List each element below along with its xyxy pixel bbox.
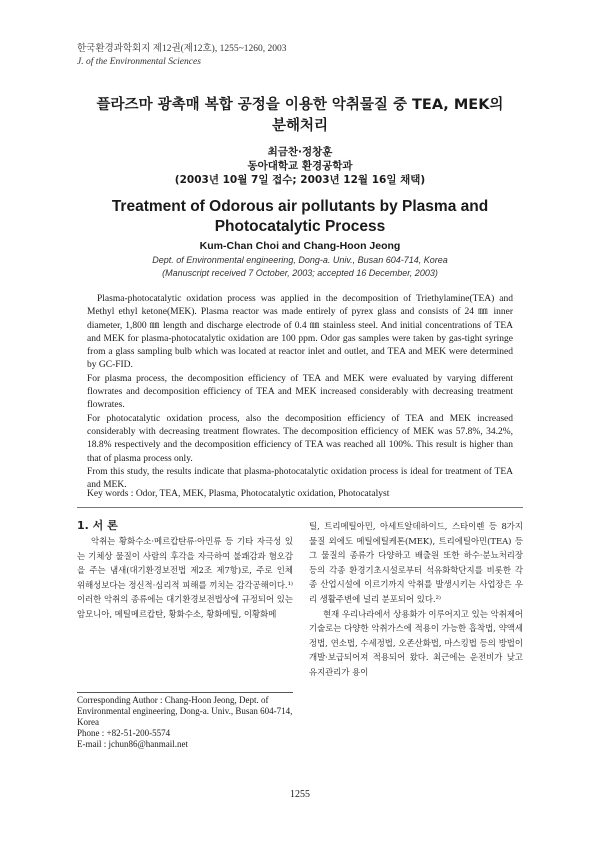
korean-title bbox=[60, 95, 540, 137]
body-column-left bbox=[77, 519, 293, 622]
body-column-right bbox=[309, 519, 523, 680]
section-heading: 1. 서 론 bbox=[77, 519, 118, 532]
korean-title-line1: 플라즈마 광촉매 복합 공정을 이용한 악취물질 중 TEA, MEK의 bbox=[96, 97, 504, 113]
abstract bbox=[87, 293, 513, 492]
korean-dates: (2003년 10월 7일 접수; 2003년 12월 16일 채택) bbox=[174, 174, 426, 186]
korean-author-block bbox=[60, 145, 540, 187]
email: E-mail : jchun86@hanmail.net bbox=[77, 739, 189, 749]
english-title-line1: Treatment of Odorous air pollutants by Plasma and bbox=[111, 198, 489, 215]
section-divider bbox=[77, 507, 523, 508]
english-title-line2: Photocatalytic Process bbox=[214, 218, 386, 235]
manuscript-dates: (Manuscript received 7 October, 2003; accepted 16 December, 2003) bbox=[162, 268, 438, 278]
corresponding-author: Corresponding Author : Chang-Hoon Jeong, Dept. of Environmental engineering, Dong-a. Univ., Busan 604-714, Korea bbox=[77, 695, 293, 727]
abstract-paragraph-3: For photocatalytic oxidation process, also the decomposition efficiency of TEA and MEK increased considerably with decreasing treatment flowrates. The decomposition efficiency of MEK was 57.8%, 34.2%, 18.8% respectively and the decomposition efficiency of TEA was reached all 100%. This result is higher than that of plasma process only. bbox=[87, 413, 513, 464]
korean-authors: 최금찬·정창훈 bbox=[267, 146, 333, 158]
abstract-paragraph-2: For plasma process, the decomposition efficiency of TEA and MEK were evaluated by varying different flowrates and decomposition efficiency of TEA and MEK increased considerably with decreasing treatment flowrates. bbox=[87, 373, 513, 411]
english-affiliation: Dept. of Environmental engineering, Dong-a. Univ., Busan 604-714, Korea bbox=[152, 255, 448, 265]
abstract-paragraph-4: From this study, the results indicate that plasma-photocatalytic oxidation process is ideal for treatment of TEA and MEK. bbox=[87, 466, 513, 491]
footnote-divider bbox=[77, 692, 293, 693]
journal-header bbox=[77, 43, 286, 69]
phone: Phone : +82-51-200-5574 bbox=[77, 728, 171, 738]
korean-title-line2: 분해처리 bbox=[271, 118, 329, 134]
korean-affiliation: 동아대학교 환경공학과 bbox=[247, 160, 353, 172]
intro-paragraph-1: 악취는 황화수소·메르캅탄류·아민류 등 기타 자극성 있는 기체상 물질이 사람의 후각을 자극하여 불쾌감과 혐오감을 주는 냄새(대기환경보전법 제2조 제7항)로, 주로 인체 위해성보다는 정신적·심리적 피해를 끼치는 감각공해이다.¹⁾ 이러한 악취의 종류에는 대기환경보전법상에 규정되어 있는 암모니아, 메틸메르캅탄, 황화수소, 황화메틸, 이황화메 bbox=[77, 536, 293, 619]
english-authors: Kum-Chan Choi and Chang-Hoon Jeong bbox=[199, 240, 401, 252]
page-number: 1255 bbox=[290, 789, 310, 800]
journal-name-english: J. of the Environmental Sciences bbox=[77, 57, 201, 67]
english-title bbox=[60, 197, 540, 237]
english-affiliation-block bbox=[60, 254, 540, 280]
keywords: Key words : Odor, TEA, MEK, Plasma, Photocatalytic oxidation, Photocatalyst bbox=[87, 489, 390, 499]
journal-citation-korean: 한국환경과학회지 제12권(제12호), 1255~1260, 2003 bbox=[77, 44, 287, 54]
corresponding-author-footnote bbox=[77, 695, 293, 750]
abstract-paragraph-1: Plasma-photocatalytic oxidation process was applied in the decomposition of Triethylamine(TEA) and Methyl ethyl ketone(MEK). Plasma reactor was made entirely of pyrex glass and consists of 24 ㎜ inner diameter, 1,800 ㎜ length and discharge electrode of 0.4 ㎜ stainless steel. And initial concentrations of TEA and MEK for plasma-photocatalytic oxidation are 100 ppm. Odor gas samples were taken by gas-tight syringe from a glass sampling bulb which was located at reactor inlet and outlet, and TEA and MEK were determined by GC-FID. bbox=[87, 294, 513, 371]
intro-paragraph-1-continued: 틸, 트리메틸아민, 아세트알데하이드, 스타이렌 등 8가지 물질 외에도 메틸에틸케톤(MEK), 트리에틸아민(TEA) 등 그 물질의 종류가 다양하고 배출원 또한 하수·분뇨처리장 등의 각종 환경기초시설로부터 석유화학단지를 비롯한 각종 산업시설에 이르기까지 악취를 발생시키는 사업장은 우리 생활주변에 널리 분포되어 있다.²⁾ bbox=[309, 521, 523, 604]
intro-paragraph-2: 현재 우리나라에서 상용화가 이루어지고 있는 악취제어기술로는 다양한 악취가스에 적용이 가능한 흡착법, 약액세정법, 연소법, 수세정법, 오존산화법, 마스킹법 등의 방법이 개발·보급되어져 적용되어 왔다. 최근에는 운전비가 낮고 유지관리가 용이 bbox=[309, 608, 523, 677]
